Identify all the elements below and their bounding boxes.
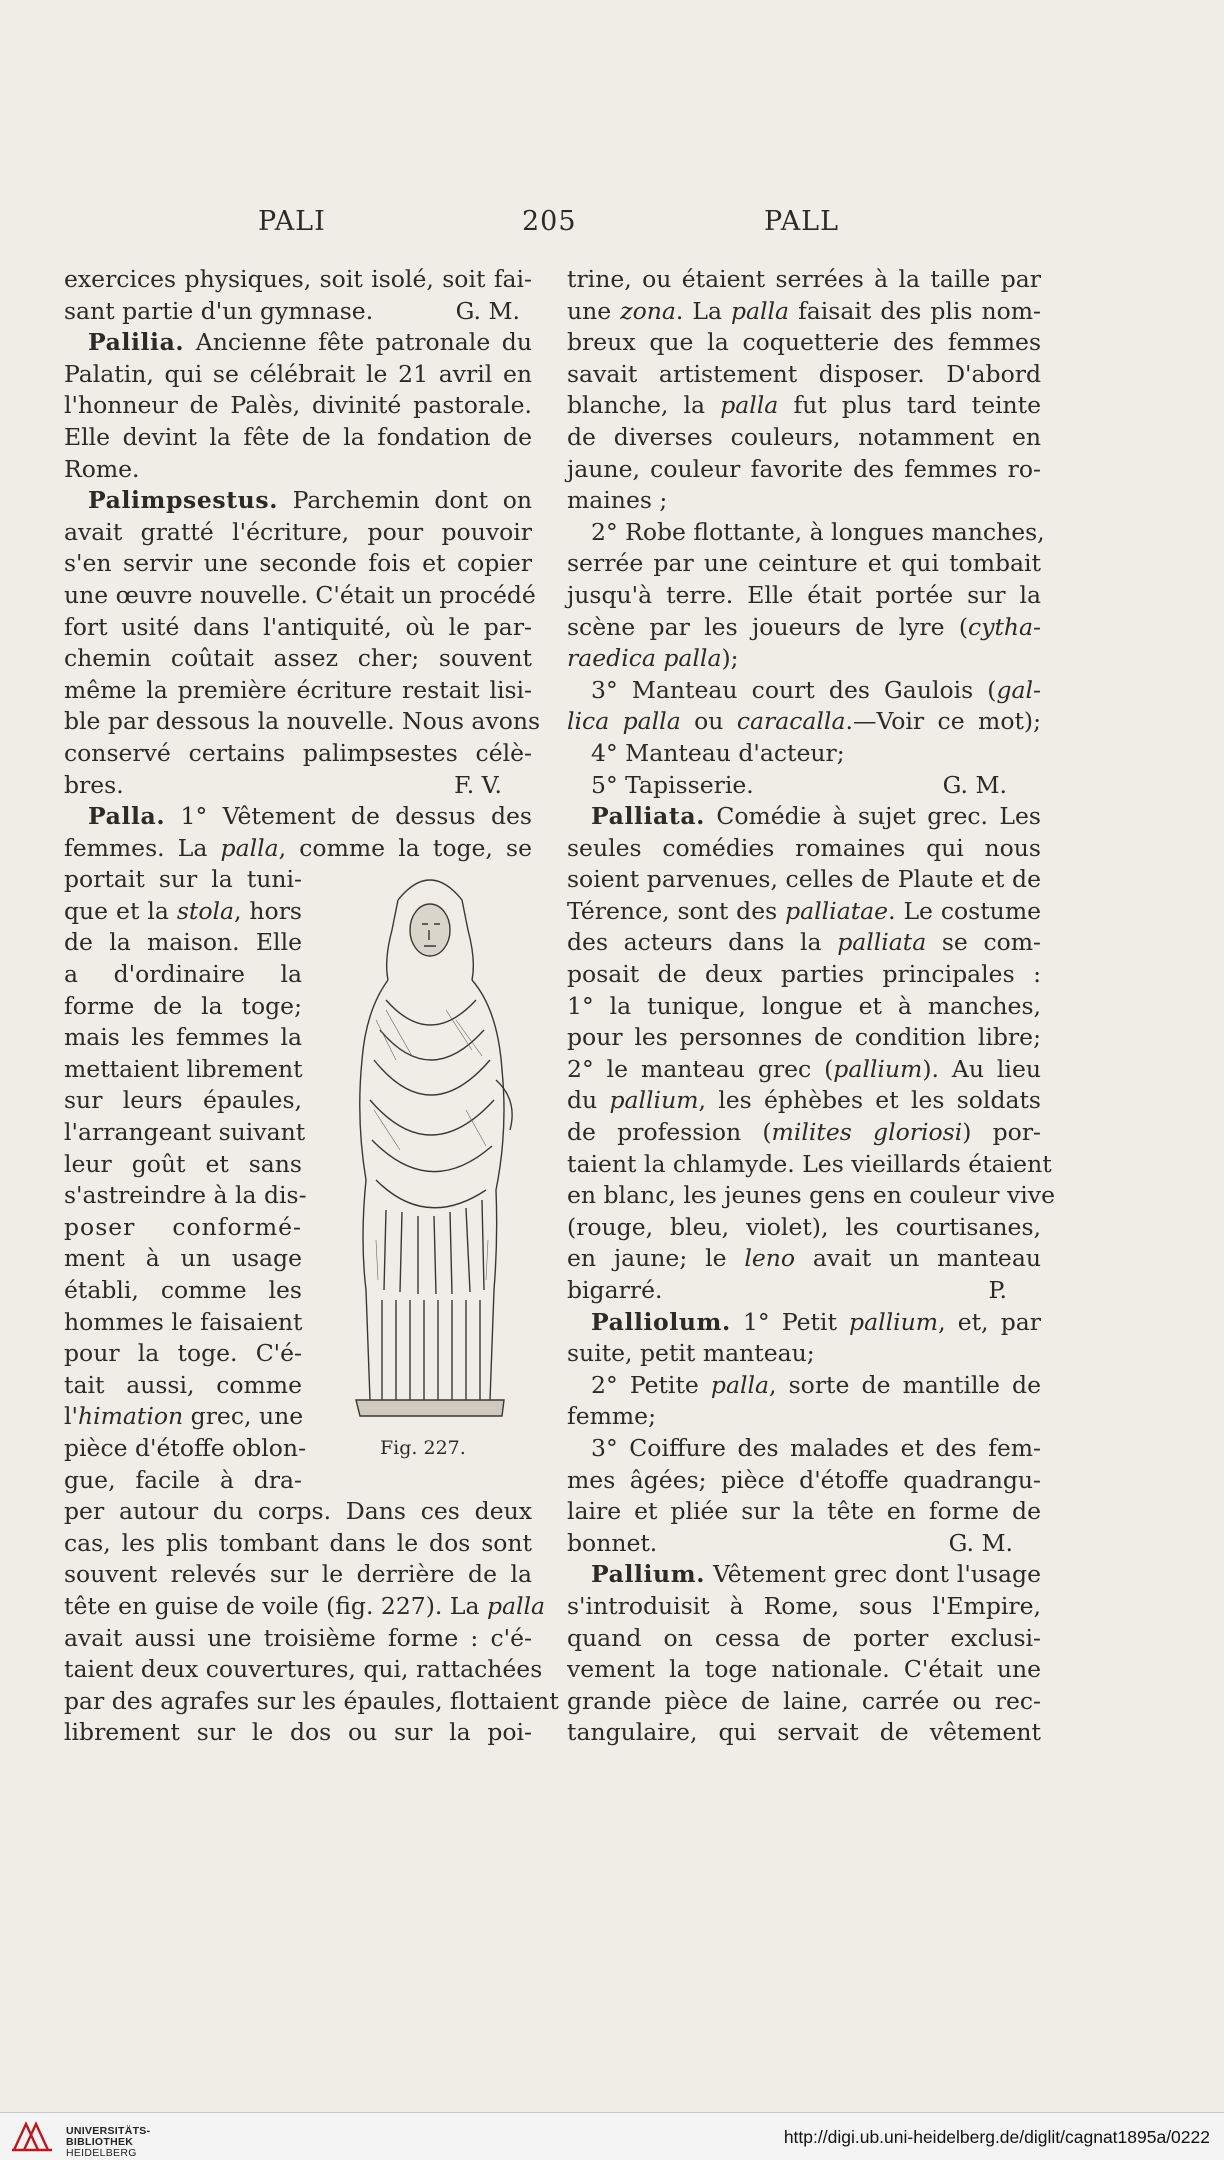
text-line: pièce d'étoffe oblon- xyxy=(64,1433,307,1462)
text-line: 2° le manteau grec (pallium). Au lieu xyxy=(567,1054,1041,1083)
text-line: mes âgées; pièce d'étoffe quadrangu- xyxy=(567,1465,1041,1494)
text-line: jaune, couleur favorite des femmes ro- xyxy=(567,454,1041,483)
text-line: une œuvre nouvelle. C'était un procédé xyxy=(64,580,536,609)
text-line: établi, comme les xyxy=(64,1276,302,1304)
text-line: poser conformé- xyxy=(64,1212,302,1241)
headword: Pallium. xyxy=(591,1560,705,1589)
text-line: une zona. La palla faisait des plis nom- xyxy=(567,296,1041,325)
text-line: de diverses couleurs, notamment en xyxy=(567,422,1041,451)
running-head-right: PALL xyxy=(764,206,840,237)
text-line: raedica palla); xyxy=(567,644,739,673)
text-line: maines ; xyxy=(567,486,668,515)
text-line: quand on cessa de porter exclusi- xyxy=(567,1623,1041,1652)
text-line: tait aussi, comme xyxy=(64,1370,302,1399)
text-line: s'astreindre à la dis- xyxy=(64,1181,307,1210)
text-line: suite, petit manteau; xyxy=(567,1339,815,1368)
text-line: 5° Tapisserie. G. M. xyxy=(567,770,1041,802)
text-line: Palatin, qui se célébrait le 21 avril en xyxy=(64,359,532,388)
author-signature: G. M. xyxy=(942,770,1007,799)
text-line: librement sur le dos ou sur la poi- xyxy=(64,1718,532,1747)
text-line: posait de deux parties principales : xyxy=(567,960,1041,989)
text-line: vement la toge nationale. C'était une xyxy=(567,1655,1041,1684)
entry-palliolum: Palliolum. 1° Petit pallium, et, par xyxy=(591,1307,1041,1336)
text-line: Térence, sont des palliatae. Le costume xyxy=(567,896,1042,925)
text-line: du pallium, les éphèbes et les soldats xyxy=(567,1086,1041,1115)
statue-illustration xyxy=(326,860,534,1430)
text-line: avait gratté l'écriture, pour pouvoir xyxy=(64,517,532,546)
text-line: 3° Manteau court des Gaulois (gal- xyxy=(591,675,1041,704)
author-signature: G. M. xyxy=(455,296,520,325)
text-line: que et la stola, hors xyxy=(64,896,302,925)
text-line: bres. F. V. xyxy=(64,770,532,802)
text-line: (rouge, bleu, violet), les courtisanes, xyxy=(567,1212,1041,1241)
text-line: 2° Petite palla, sorte de mantille de xyxy=(591,1370,1041,1399)
text-line: taient deux couvertures, qui, rattachées xyxy=(64,1655,543,1684)
text-line: a d'ordinaire la xyxy=(64,960,302,989)
text-line: de la maison. Elle xyxy=(64,928,302,957)
text-line: portait sur la tuni- xyxy=(64,865,302,894)
text-line: mettaient librement xyxy=(64,1054,303,1083)
headword: Palliolum. xyxy=(591,1307,731,1336)
text-line: trine, ou étaient serrées à la taille par xyxy=(567,265,1041,293)
text-line: tête en guise de voile (fig. 227). La palla xyxy=(64,1591,546,1620)
text-line: serrée par une ceinture et qui tombait xyxy=(567,549,1041,578)
text-line: l'himation grec, une xyxy=(64,1402,304,1431)
text-line: laire et pliée sur la tête en forme de xyxy=(567,1497,1041,1526)
text-line: des acteurs dans la palliata se com- xyxy=(567,928,1041,957)
text-line: jusqu'à terre. Elle était portée sur la xyxy=(567,580,1041,609)
text-line: en blanc, les jeunes gens en couleur vive xyxy=(567,1181,1055,1210)
entry-palimpsestus: Palimpsestus. Parchemin dont on xyxy=(88,486,532,515)
text-line: leur goût et sans xyxy=(64,1149,302,1178)
text-line: souvent relevés sur le derrière de la xyxy=(64,1560,532,1589)
text-line: savait artistement disposer. D'abord xyxy=(567,359,1041,388)
text-line: lica palla ou caracalla.—Voir ce mot); xyxy=(567,707,1041,736)
text-line: grande pièce de laine, carrée ou rec- xyxy=(567,1686,1041,1715)
author-signature: G. M. xyxy=(948,1528,1013,1557)
text-line: 4° Manteau d'acteur; xyxy=(591,738,845,767)
text-line: pour la toge. C'é- xyxy=(64,1339,302,1368)
text-line: per autour du corps. Dans ces deux xyxy=(64,1497,532,1526)
text-line: avait aussi une troisième forme : c'é- xyxy=(64,1623,532,1652)
text-line: fort usité dans l'antiquité, où le par- xyxy=(64,612,532,641)
headword: Palliata. xyxy=(591,802,705,831)
library-name: UNIVERSITÄTS- BIBLIOTHEK HEIDELBERG xyxy=(66,2125,151,2159)
text-line: mais les femmes la xyxy=(64,1023,302,1052)
text-line: s'introduisit à Rome, sous l'Empire, xyxy=(567,1591,1041,1620)
text-line: gue, facile à dra- xyxy=(64,1465,302,1494)
text-line: seules comédies romaines qui nous xyxy=(567,833,1041,862)
text-line: même la première écriture restait lisi- xyxy=(64,675,532,704)
author-signature: P. xyxy=(988,1276,1007,1304)
text-line: de profession (milites gloriosi) por- xyxy=(567,1118,1041,1147)
text-line: breux que la coquetterie des femmes xyxy=(567,328,1041,357)
text-line: forme de la toge; xyxy=(64,991,302,1020)
text-line: 2° Robe flottante, à longues manches, xyxy=(591,517,1045,546)
entry-palilia: Palilia. Ancienne fête patronale du xyxy=(88,328,532,357)
author-signature: F. V. xyxy=(454,770,502,799)
headword: Palla. xyxy=(88,802,166,831)
text-line: sant partie d'un gymnase. G. M. xyxy=(64,296,532,328)
text-line: hommes le faisaient xyxy=(64,1307,303,1336)
entry-palliata: Palliata. Comédie à sujet grec. Les xyxy=(591,802,1041,831)
headword: Palilia. xyxy=(88,328,185,357)
page-number: 205 xyxy=(522,206,577,237)
text-line: Elle devint la fête de la fondation de xyxy=(64,422,532,451)
library-logo-icon xyxy=(10,2120,54,2154)
text-line: Rome. xyxy=(64,454,140,483)
text-line: pour les personnes de condition libre; xyxy=(567,1023,1041,1052)
text-line: soient parvenues, celles de Plaute et de xyxy=(567,865,1041,894)
text-line: conservé certains palimpsestes célè- xyxy=(64,738,532,767)
text-line: 1° la tunique, longue et à manches, xyxy=(567,991,1041,1020)
text-line: bigarré. P. xyxy=(567,1275,1041,1307)
text-line: s'en servir une seconde fois et copier xyxy=(64,549,532,578)
text-line: blanche, la palla fut plus tard teinte xyxy=(567,391,1041,420)
text-line: cas, les plis tombant dans le dos sont xyxy=(64,1528,532,1557)
text-line: l'honneur de Palès, divinité pastorale. xyxy=(64,391,532,420)
text-line: ble par dessous la nouvelle. Nous avons xyxy=(64,707,541,736)
text-line: ment à un usage xyxy=(64,1244,302,1273)
text-line: scène par les joueurs de lyre (cytha- xyxy=(567,612,1041,641)
text-line: exercices physiques, soit isolé, soit fai- xyxy=(64,265,532,293)
running-head-left: PALI xyxy=(258,206,326,237)
text-line: femmes. La palla, comme la toge, se xyxy=(64,833,532,862)
text-line: en jaune; le leno avait un manteau xyxy=(567,1244,1041,1273)
text-line: tangulaire, qui servait de vêtement xyxy=(567,1718,1041,1747)
entry-pallium: Pallium. Vêtement grec dont l'usage xyxy=(591,1560,1041,1589)
permalink-url[interactable]: http://digi.ub.uni-heidelberg.de/diglit/cagnat1895a/0222 xyxy=(783,2127,1210,2147)
text-line: 3° Coiffure des malades et des fem- xyxy=(591,1433,1041,1462)
headword: Palimpsestus. xyxy=(88,486,278,515)
text-line: sur leurs épaules, xyxy=(64,1086,302,1115)
text-line: bonnet. G. M. xyxy=(567,1528,1041,1560)
right-column xyxy=(567,264,1055,1749)
text-line: femme; xyxy=(567,1402,656,1431)
text-line: chemin coûtait assez cher; souvent xyxy=(64,644,532,673)
text-line: l'arrangeant suivant xyxy=(64,1118,306,1147)
text-line: par des agrafes sur les épaules, flottaient xyxy=(64,1686,559,1715)
entry-palla: Palla. 1° Vêtement de dessus des xyxy=(88,802,532,831)
figure-caption: Fig. 227. xyxy=(380,1437,466,1459)
text-line: taient la chlamyde. Les vieillards étaient xyxy=(567,1149,1052,1178)
